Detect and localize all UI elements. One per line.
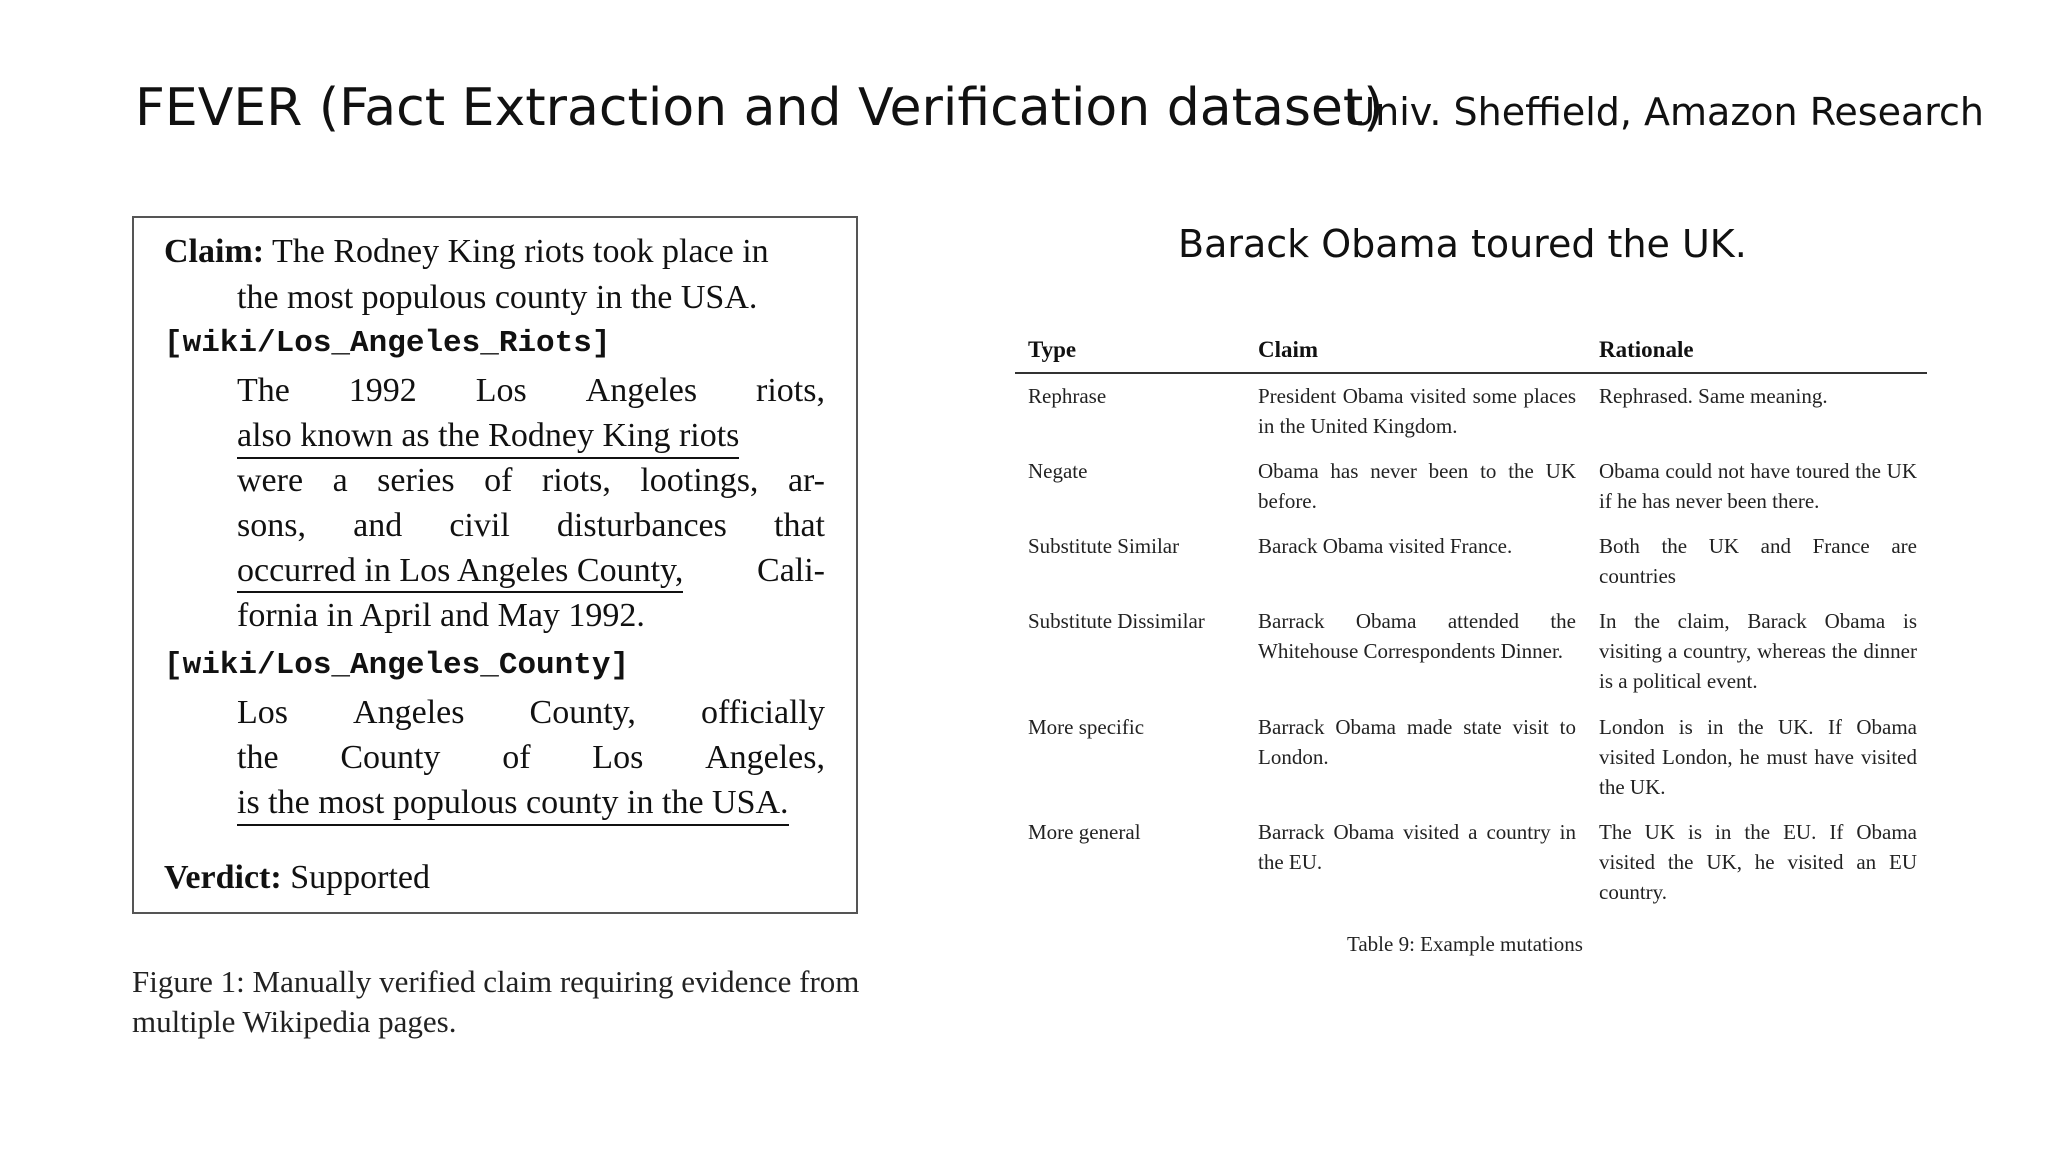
cell-claim: Barrack Obama made state visit to London. <box>1258 715 1576 769</box>
cell-claim: Barrack Obama visited a country in the EU. <box>1258 820 1576 874</box>
evidence-word: 1992 <box>348 372 417 409</box>
evidence-word: series <box>377 462 455 499</box>
example-claim: Barack Obama toured the UK. <box>1178 222 1747 266</box>
evidence-word: civil <box>449 507 510 544</box>
verdict-label: Verdict: <box>164 859 282 896</box>
evidence-word: were <box>237 462 304 499</box>
cell-type: Substitute Similar <box>1028 534 1180 558</box>
evidence-word: the <box>237 739 279 776</box>
evidence2-line-2 <box>237 741 825 775</box>
highlight-evidence: occurred in Los Angeles County, <box>237 554 683 593</box>
evidence-word: Angeles <box>585 372 698 409</box>
evidence-word: and <box>353 507 403 544</box>
evidence-word: riots, <box>541 462 611 499</box>
evidence2-line-1 <box>237 696 825 730</box>
cell-rationale: In the claim, Barack Obama is visiting a country, whereas the dinner is a political event. <box>1599 609 1917 693</box>
cell-type: Substitute Dissimilar <box>1028 609 1205 633</box>
highlight-evidence: is the most populous county in the USA. <box>237 784 789 826</box>
cell-claim: Obama has never been to the UK before. <box>1258 459 1576 513</box>
evidence-word: The <box>237 372 290 409</box>
cell-rationale: Rephrased. Same meaning. <box>1599 384 1828 408</box>
header-rationale: Rationale <box>1599 337 1694 362</box>
cell-rationale: London is in the UK. If Obama visited London, he must have visited the UK. <box>1599 715 1917 799</box>
evidence-word: a <box>332 462 348 499</box>
evidence-word: officially <box>700 694 825 731</box>
evidence-word: Angeles <box>353 694 465 731</box>
evidence1-line-1 <box>237 374 825 408</box>
cell-rationale: Obama could not have toured the UK if he has never been there. <box>1599 459 1917 513</box>
claim-text-1: The Rodney King riots took place in <box>271 233 769 270</box>
cell-claim: President Obama visited some places in the United Kingdom. <box>1258 384 1576 438</box>
cell-rationale: Both the UK and France are countries <box>1599 534 1917 588</box>
header-claim: Claim <box>1258 337 1319 362</box>
highlight-evidence: also known as the Rodney King riots <box>237 417 739 459</box>
evidence-word: riots, <box>756 372 825 409</box>
evidence-word: that <box>774 507 825 544</box>
cell-rationale: The UK is in the EU. If Obama visited the UK, he visited an EU country. <box>1599 820 1917 904</box>
evidence-word: Los <box>592 739 644 776</box>
evidence1-line-2 <box>237 419 739 453</box>
cell-claim: Barrack Obama attended the Whitehouse Correspondents Dinner. <box>1258 609 1576 663</box>
cell-type: More general <box>1028 820 1141 844</box>
evidence-word: of <box>484 462 513 499</box>
figure1-box <box>132 216 858 914</box>
table-header <box>1015 334 1927 374</box>
evidence2-line-3 <box>237 786 789 820</box>
evidence-word: sons, <box>237 507 306 544</box>
claim-line-1 <box>164 235 769 269</box>
slide-affiliation: Univ. Sheffield, Amazon Research <box>1347 90 1984 134</box>
wiki-link-la-riots: [wiki/Los_Angeles_Riots] <box>164 326 611 361</box>
evidence-word: disturbances <box>556 507 727 544</box>
verdict-value: Supported <box>290 859 430 896</box>
evidence-word: lootings, <box>640 462 759 499</box>
claim-line-2: the most populous county in the USA. <box>237 279 758 316</box>
mutations-table <box>1015 334 1927 904</box>
evidence-text: Cali- <box>757 552 825 589</box>
header-type: Type <box>1028 337 1077 362</box>
evidence1-line-6: fornia in April and May 1992. <box>237 597 645 634</box>
evidence-word: Los <box>237 694 288 731</box>
cell-type: More specific <box>1028 715 1145 739</box>
evidence-word: Los <box>475 372 527 409</box>
evidence1-line-3 <box>237 464 825 498</box>
evidence-word: Angeles, <box>705 739 825 776</box>
evidence-word: ar- <box>787 462 825 499</box>
evidence-word: County, <box>529 694 636 731</box>
claim-label: Claim: <box>164 233 265 270</box>
evidence1-line-5 <box>237 554 825 593</box>
cell-claim: Barack Obama visited France. <box>1258 534 1513 558</box>
verdict-line <box>164 861 430 895</box>
cell-type: Rephrase <box>1028 384 1107 408</box>
wiki-link-la-county: [wiki/Los_Angeles_County] <box>164 648 630 683</box>
evidence-word: of <box>502 739 531 776</box>
figure1-caption: Figure 1: Manually verified claim requiring evidence from multiple Wikipedia pages. <box>132 964 860 1039</box>
evidence-word: County <box>340 739 441 776</box>
cell-type: Negate <box>1028 459 1088 483</box>
table9-caption: Table 9: Example mutations <box>1347 932 1583 956</box>
evidence1-line-4 <box>237 509 825 543</box>
slide-title: FEVER (Fact Extraction and Verification dataset) <box>135 78 1384 138</box>
